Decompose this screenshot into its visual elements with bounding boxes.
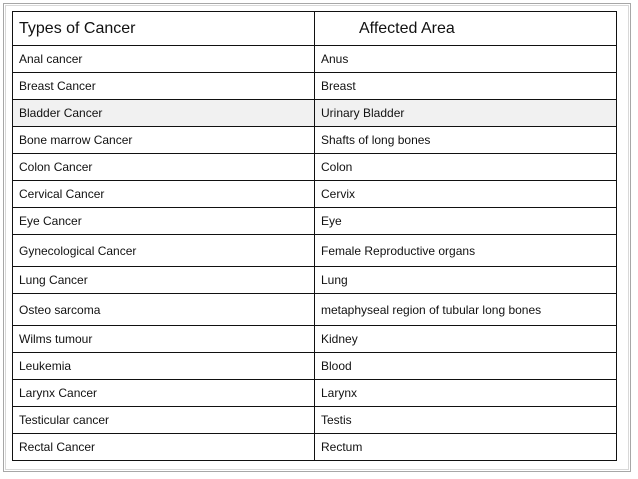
cancer-type-cell: Testicular cancer [13, 407, 315, 434]
table-row [13, 380, 617, 407]
table-row-highlighted [13, 100, 617, 127]
affected-area-cell: Rectum [315, 434, 617, 461]
table-row [13, 326, 617, 353]
table-row [13, 208, 617, 235]
cancer-type-cell: Rectal Cancer [13, 434, 315, 461]
cancer-type-cell: Larynx Cancer [13, 380, 315, 407]
affected-area-cell: Lung [315, 267, 617, 294]
affected-area-cell: Shafts of long bones [315, 127, 617, 154]
cancer-type-cell: Eye Cancer [13, 208, 315, 235]
affected-area-cell: Eye [315, 208, 617, 235]
table-row [13, 407, 617, 434]
affected-area-cell: Testis [315, 407, 617, 434]
affected-area-cell: Colon [315, 154, 617, 181]
table-row [13, 181, 617, 208]
affected-area-cell: Cervix [315, 181, 617, 208]
header-types-of-cancer: Types of Cancer [13, 12, 315, 46]
affected-area-cell: Anus [315, 46, 617, 73]
cancer-type-cell: Wilms tumour [13, 326, 315, 353]
affected-area-cell: Blood [315, 353, 617, 380]
table-row [13, 127, 617, 154]
table-row [13, 294, 617, 326]
header-affected-area: Affected Area [315, 12, 617, 46]
affected-area-cell: metaphyseal region of tubular long bones [315, 294, 617, 326]
affected-area-cell: Urinary Bladder [315, 100, 617, 127]
table-row [13, 154, 617, 181]
cancer-type-cell: Bone marrow Cancer [13, 127, 315, 154]
cancer-type-cell: Lung Cancer [13, 267, 315, 294]
cancer-type-cell: Colon Cancer [13, 154, 315, 181]
cancer-type-cell: Osteo sarcoma [13, 294, 315, 326]
table-row [13, 267, 617, 294]
table-row [13, 73, 617, 100]
cancer-type-cell: Cervical Cancer [13, 181, 315, 208]
cancer-type-cell: Leukemia [13, 353, 315, 380]
table-row [13, 46, 617, 73]
table-row [13, 353, 617, 380]
affected-area-cell: Breast [315, 73, 617, 100]
table-row [13, 235, 617, 267]
affected-area-cell: Kidney [315, 326, 617, 353]
affected-area-cell: Larynx [315, 380, 617, 407]
cancer-type-cell: Gynecological Cancer [13, 235, 315, 267]
cancer-types-table [12, 11, 617, 461]
affected-area-cell: Female Reproductive organs [315, 235, 617, 267]
cancer-type-cell: Breast Cancer [13, 73, 315, 100]
table-row [13, 434, 617, 461]
cancer-type-cell: Bladder Cancer [13, 100, 315, 127]
table-header-row [13, 12, 617, 46]
cancer-type-cell: Anal cancer [13, 46, 315, 73]
